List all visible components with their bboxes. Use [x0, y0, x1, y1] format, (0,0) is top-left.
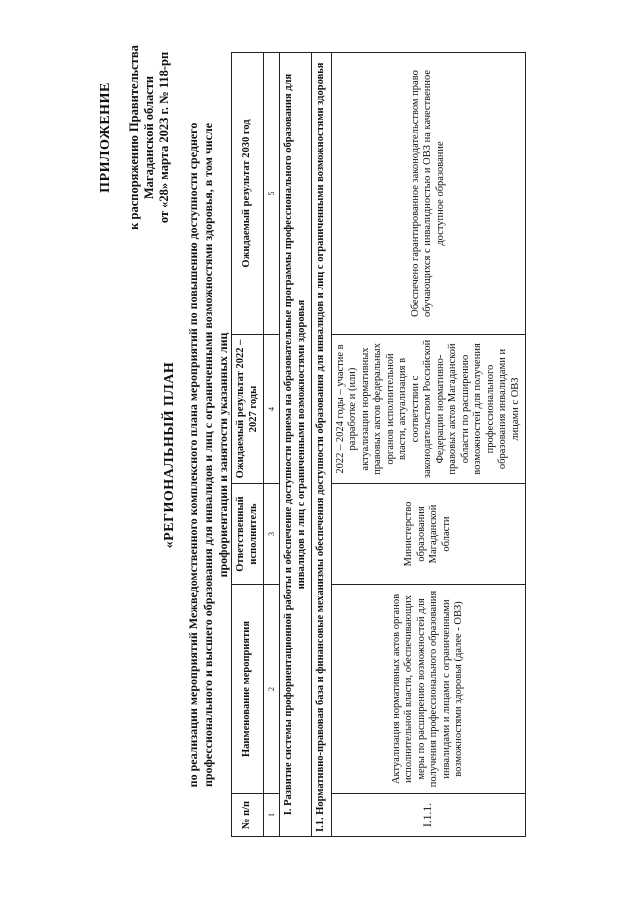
column-header-number: № п/п — [232, 794, 264, 837]
appendix-title: ПРИЛОЖЕНИЕ — [98, 82, 113, 193]
plan-title: «РЕГИОНАЛЬНЫЙ ПЛАН — [162, 361, 177, 549]
plan-table — [231, 52, 526, 837]
column-header-result-2030: Ожидаемый результат 2030 год — [232, 53, 264, 335]
column-numbers-row — [264, 53, 280, 837]
plan-title-block — [162, 95, 231, 815]
appendix-line-3: от «28» марта 2023 г. № 118-рп — [157, 51, 171, 224]
row-result-2030: Обеспечено гарантированное законодательством право обучающихся с инвалидностью и ОВЗ на качественное доступное образование — [331, 53, 526, 335]
appendix-line-1: к распоряжению Правительства — [127, 45, 141, 230]
column-number: 3 — [264, 484, 280, 585]
table-row — [331, 53, 526, 837]
column-number: 5 — [264, 53, 280, 335]
row-result-2027: 2022 – 2024 годы – участие в разработке и (или) актуализации нормативных правовых актов федеральных органов исполнительной власти, актуализация в соответствии с законодательством Российской Федерации нормативно-правовых актов Магаданской области по расширению возможностей для получения профессионального образования инвалидами и лицами с ОВЗ — [331, 335, 526, 484]
column-header-result-2027: Ожидаемый результат 2022 – 2027 годы — [232, 335, 264, 484]
column-number: 1 — [264, 794, 280, 837]
row-activity-name: Актуализация нормативных актов органов исполнительной власти, обеспечивающих меры по расширению возможностей для получения профессионального образования инвалидами и лицами с ограниченными возможностями здоровья (далее - ОВЗ) — [331, 585, 526, 794]
row-executor: Министерство образования Магаданской области — [331, 484, 526, 585]
subsection-title: I.1. Нормативно-правовая база и финансовые механизмы обеспечения доступности образования для инвалидов и лиц с ограниченными возможностями здоровья — [312, 53, 332, 837]
section-title: I. Развитие системы профориентационной работы и обеспечение доступности приема на образовательные программы профессионального образования для инвалидов и лиц с ограниченными возможностями здоровья — [280, 53, 312, 837]
subsection-row — [312, 53, 332, 837]
appendix-header — [98, 30, 172, 245]
row-number: I.1.1. — [331, 794, 526, 837]
table-header-row — [232, 53, 264, 837]
column-header-executor: Ответственный исполнитель — [232, 484, 264, 585]
column-header-name: Наименование мероприятия — [232, 585, 264, 794]
section-row — [280, 53, 312, 837]
column-number: 4 — [264, 335, 280, 484]
appendix-line-2: Магаданской области — [142, 75, 156, 200]
column-number: 2 — [264, 585, 280, 794]
plan-subtitle: по реализации мероприятий Межведомственного комплексного плана мероприятий по повышению доступности среднего профессионального и высшего образования для инвалидов и лиц с ограниченными возможностями здоровья, в том числе профориентации и занятости указанных лиц — [186, 122, 230, 788]
